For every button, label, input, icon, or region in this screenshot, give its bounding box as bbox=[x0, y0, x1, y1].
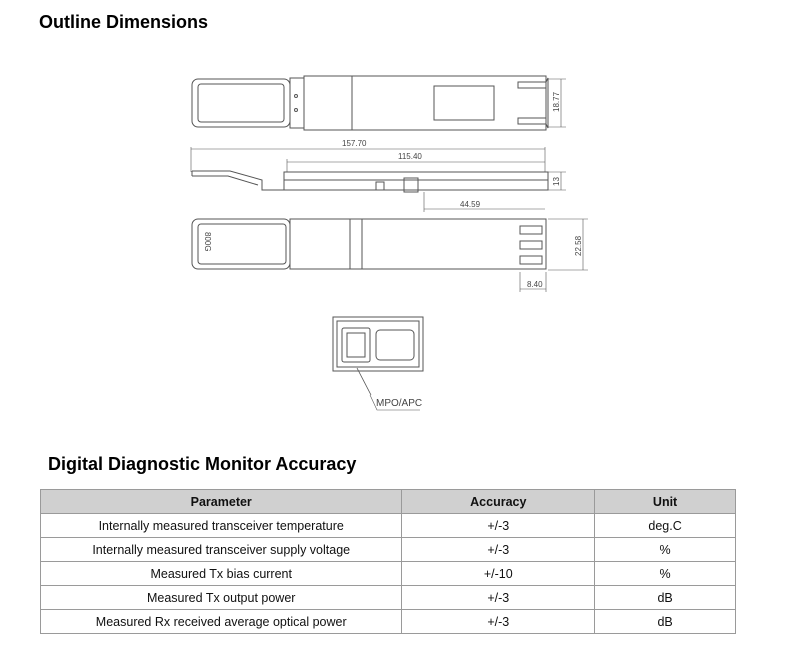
dimension-labels bbox=[203, 91, 583, 409]
cell-parameter: Measured Rx received average optical power bbox=[41, 610, 402, 634]
ddm-accuracy-title: Digital Diagnostic Monitor Accuracy bbox=[48, 454, 357, 474]
cell-parameter: Measured Tx bias current bbox=[41, 562, 402, 586]
ddm-accuracy-table bbox=[40, 489, 736, 634]
cell-unit: deg.C bbox=[595, 514, 736, 538]
cell-accuracy: +/-3 bbox=[402, 586, 595, 610]
dim-latch-offset: 8.40 bbox=[527, 280, 543, 289]
table-row bbox=[41, 538, 736, 562]
table-row bbox=[41, 562, 736, 586]
top-view bbox=[192, 76, 566, 130]
cell-unit: dB bbox=[595, 586, 736, 610]
cell-parameter: Measured Tx output power bbox=[41, 586, 402, 610]
dim-top-width: 18.77 bbox=[552, 91, 561, 112]
header-parameter: Parameter bbox=[41, 490, 402, 514]
dim-body-length: 115.40 bbox=[398, 152, 422, 161]
cell-unit: dB bbox=[595, 610, 736, 634]
cell-accuracy: +/-3 bbox=[402, 514, 595, 538]
outline-dimensions-title: Outline Dimensions bbox=[39, 12, 209, 32]
dim-overall-length: 157.70 bbox=[342, 139, 367, 148]
cell-accuracy: +/-3 bbox=[402, 538, 595, 562]
cell-accuracy: +/-3 bbox=[402, 610, 595, 634]
connector-label: MPO/APC bbox=[376, 398, 423, 409]
cell-unit: % bbox=[595, 538, 736, 562]
front-view bbox=[333, 317, 423, 410]
table-row bbox=[41, 514, 736, 538]
dim-height: 13 bbox=[552, 177, 561, 186]
cell-accuracy: +/-10 bbox=[402, 562, 595, 586]
dim-bottom-width: 22.58 bbox=[574, 235, 583, 256]
cell-parameter: Internally measured transceiver temperature bbox=[41, 514, 402, 538]
header-unit: Unit bbox=[595, 490, 736, 514]
header-accuracy: Accuracy bbox=[402, 490, 595, 514]
cell-unit: % bbox=[595, 562, 736, 586]
module-label: 800G bbox=[203, 232, 212, 252]
dim-partial-length: 44.59 bbox=[460, 200, 481, 209]
side-view bbox=[191, 147, 566, 212]
table-row bbox=[41, 610, 736, 634]
table-row bbox=[41, 586, 736, 610]
cell-parameter: Internally measured transceiver supply voltage bbox=[41, 538, 402, 562]
table-header-row bbox=[41, 490, 736, 514]
